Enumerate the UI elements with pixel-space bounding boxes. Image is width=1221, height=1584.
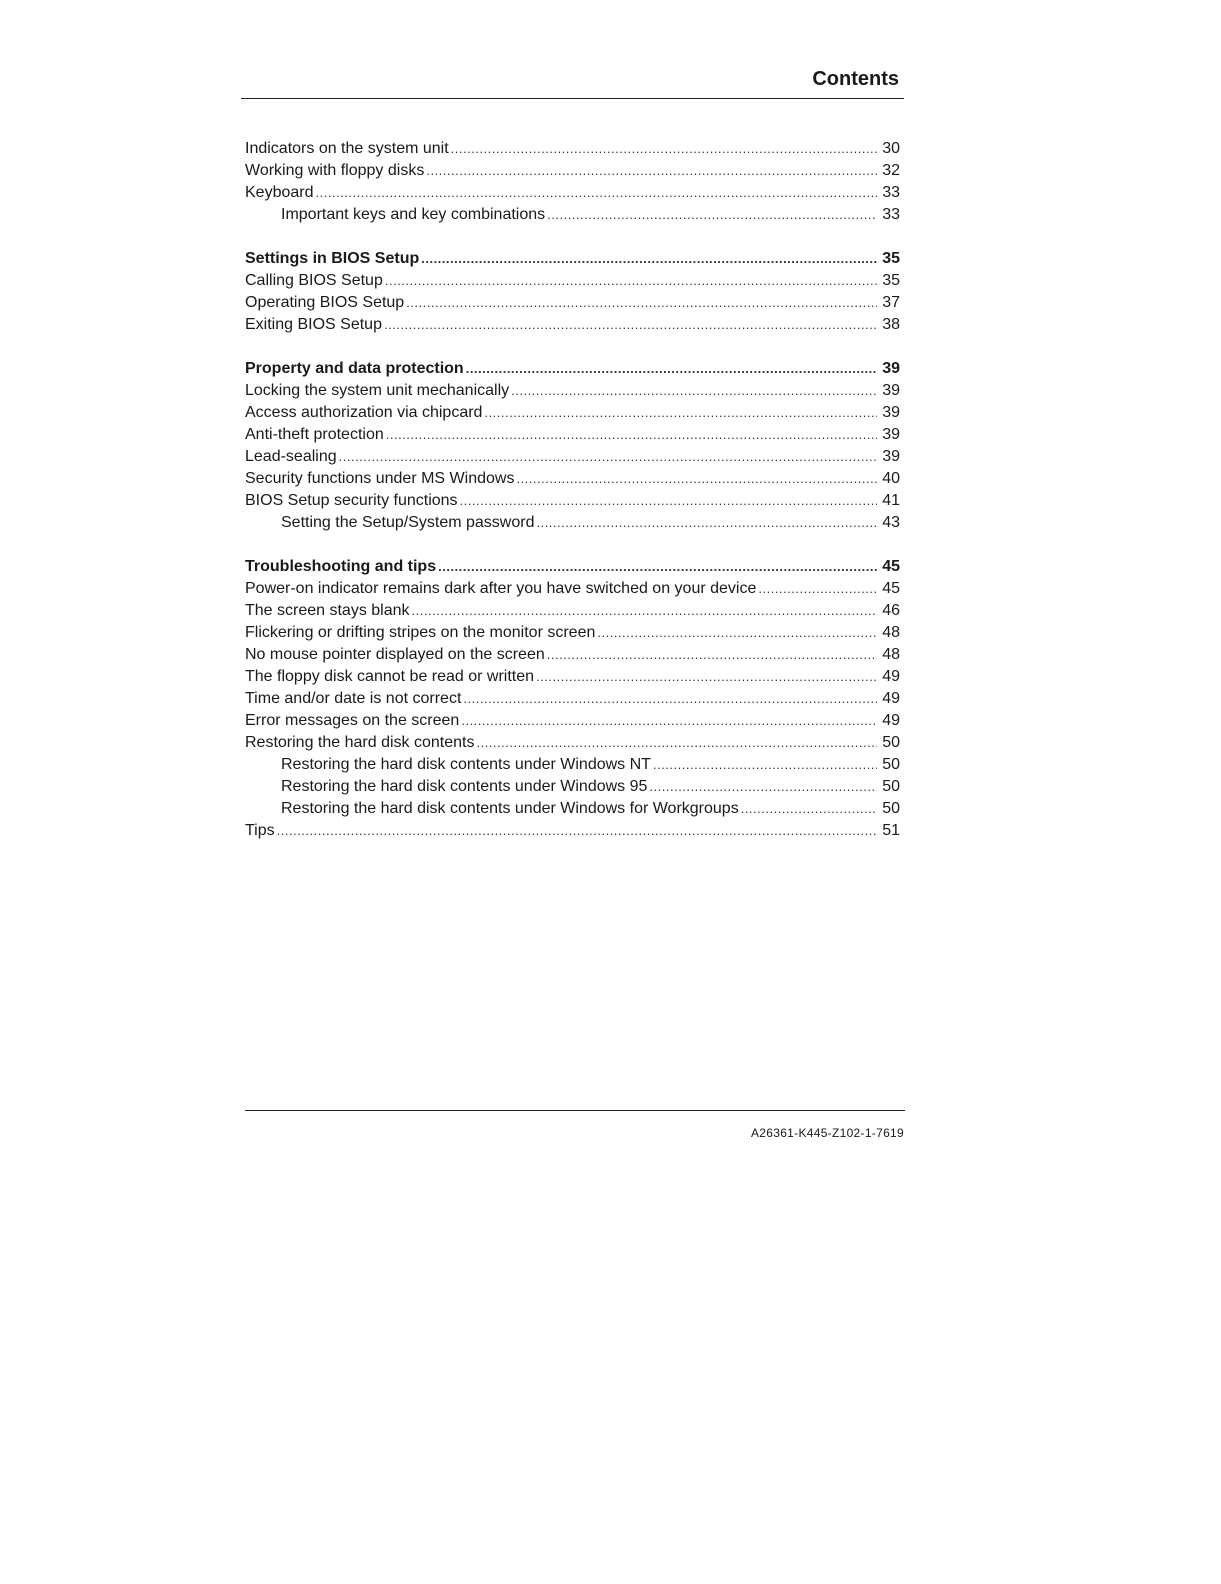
dot-leader — [547, 647, 877, 662]
toc-entry-page-number: 48 — [882, 646, 900, 663]
toc-entry-page-number: 38 — [882, 316, 900, 333]
toc-entry-label: Restoring the hard disk contents under Windows NT — [281, 756, 651, 773]
toc-entry[interactable] — [245, 140, 900, 162]
toc-entry-label: Settings in BIOS Setup — [245, 250, 420, 267]
toc-entry-page-number: 32 — [882, 162, 900, 179]
toc-entry-label: Lead-sealing — [245, 448, 337, 465]
toc-entry-page-number: 46 — [882, 602, 900, 619]
toc-entry[interactable] — [245, 382, 900, 404]
toc-entry-page-number: 45 — [882, 580, 900, 597]
dot-leader — [461, 713, 877, 728]
toc-entry-label: Error messages on the screen — [245, 712, 460, 729]
dot-leader — [451, 141, 877, 156]
section-gap — [245, 338, 900, 360]
toc-entry[interactable] — [245, 690, 900, 712]
toc-entry-page-number: 50 — [882, 778, 900, 795]
dot-leader — [386, 427, 877, 442]
toc-entry-label: Operating BIOS Setup — [245, 294, 405, 311]
dot-leader — [741, 801, 877, 816]
toc-entry-page-number: 39 — [882, 448, 900, 465]
dot-leader — [484, 405, 877, 420]
dot-leader — [511, 383, 877, 398]
toc-entry[interactable] — [245, 624, 900, 646]
toc-entry[interactable] — [245, 426, 900, 448]
toc-entry-label: The screen stays blank — [245, 602, 410, 619]
toc-entry-page-number: 50 — [882, 800, 900, 817]
toc-entry[interactable] — [245, 646, 900, 668]
dot-leader — [412, 603, 877, 618]
toc-entry-label: Access authorization via chipcard — [245, 404, 483, 421]
toc-entry-label: Restoring the hard disk contents under Windows for Workgroups — [281, 800, 739, 817]
toc-entry[interactable] — [245, 734, 900, 756]
toc-entry[interactable] — [245, 162, 900, 184]
toc-entry-label: Security functions under MS Windows — [245, 470, 515, 487]
toc-entry[interactable] — [245, 514, 900, 536]
toc-entry-page-number: 50 — [882, 734, 900, 751]
toc-entry[interactable] — [245, 756, 900, 778]
dot-leader — [426, 163, 877, 178]
toc-entry-page-number: 43 — [882, 514, 900, 531]
toc-entry[interactable] — [245, 404, 900, 426]
dot-leader — [316, 185, 878, 200]
toc-entry-label: No mouse pointer displayed on the screen — [245, 646, 545, 663]
dot-leader — [649, 779, 877, 794]
dot-leader — [385, 273, 877, 288]
toc-entry-label: Flickering or drifting stripes on the monitor screen — [245, 624, 596, 641]
toc-entry-page-number: 49 — [882, 668, 900, 685]
toc-entry[interactable] — [245, 470, 900, 492]
toc-entry[interactable] — [245, 778, 900, 800]
toc-entry-label: The floppy disk cannot be read or written — [245, 668, 535, 685]
dot-leader — [339, 449, 877, 464]
toc-entry-page-number: 33 — [882, 206, 900, 223]
toc-entry-page-number: 45 — [882, 558, 900, 575]
toc-entry-page-number: 49 — [882, 712, 900, 729]
footer-divider — [245, 1110, 905, 1111]
toc-entry[interactable] — [245, 800, 900, 822]
toc-entry-label: Locking the system unit mechanically — [245, 382, 510, 399]
toc-entry-page-number: 35 — [882, 272, 900, 289]
section-gap — [245, 536, 900, 558]
toc-entry-page-number: 41 — [882, 492, 900, 509]
dot-leader — [466, 361, 877, 376]
dot-leader — [463, 691, 877, 706]
toc-entry-page-number: 39 — [882, 404, 900, 421]
toc-entry[interactable] — [245, 712, 900, 734]
dot-leader — [438, 559, 877, 574]
toc-entry[interactable] — [245, 316, 900, 338]
dot-leader — [547, 207, 877, 222]
dot-leader — [476, 735, 877, 750]
dot-leader — [460, 493, 877, 508]
toc-entry[interactable] — [245, 272, 900, 294]
toc-entry-page-number: 39 — [882, 426, 900, 443]
toc-entry[interactable] — [245, 448, 900, 470]
toc-entry-label: Property and data protection — [245, 360, 464, 377]
toc-entry-label: Indicators on the system unit — [245, 140, 449, 157]
toc-entry-label: Working with floppy disks — [245, 162, 425, 179]
toc-entry-page-number: 39 — [882, 360, 900, 377]
toc-entry-page-number: 40 — [882, 470, 900, 487]
toc-entry-label: Time and/or date is not correct — [245, 690, 462, 707]
toc-entry-label: Anti-theft protection — [245, 426, 384, 443]
toc-entry[interactable] — [245, 184, 900, 206]
toc-entry-page-number: 51 — [882, 822, 900, 839]
dot-leader — [536, 669, 877, 684]
toc-entry-label: Restoring the hard disk contents — [245, 734, 475, 751]
toc-entry-page-number: 35 — [882, 250, 900, 267]
dot-leader — [384, 317, 877, 332]
toc-entry-page-number: 49 — [882, 690, 900, 707]
toc-entry[interactable] — [245, 206, 900, 228]
toc-entry[interactable] — [245, 294, 900, 316]
dot-leader — [516, 471, 877, 486]
toc-entry-page-number: 37 — [882, 294, 900, 311]
toc-entry-label: Restoring the hard disk contents under Windows 95 — [281, 778, 648, 795]
toc-entry[interactable] — [245, 668, 900, 690]
toc-entry-label: Tips — [245, 822, 275, 839]
section-gap — [245, 228, 900, 250]
dot-leader — [758, 581, 877, 596]
toc-entry-page-number: 48 — [882, 624, 900, 641]
toc-entry-label: Keyboard — [245, 184, 314, 201]
dot-leader — [421, 251, 877, 266]
toc-entry-label: Power-on indicator remains dark after you have switched on your device — [245, 580, 757, 597]
dot-leader — [277, 823, 877, 838]
toc-entry-label: BIOS Setup security functions — [245, 492, 458, 509]
toc-chapter-entry[interactable] — [245, 558, 900, 580]
toc-entry-page-number: 50 — [882, 756, 900, 773]
toc-entry-label: Calling BIOS Setup — [245, 272, 383, 289]
toc-entry-page-number: 33 — [882, 184, 900, 201]
toc-entry[interactable] — [245, 492, 900, 514]
dot-leader — [653, 757, 877, 772]
toc-entry-label: Important keys and key combinations — [281, 206, 546, 223]
page-title: Contents — [812, 68, 899, 90]
dot-leader — [536, 515, 877, 530]
toc-entry-page-number: 30 — [882, 140, 900, 157]
table-of-contents — [245, 140, 900, 844]
document-code: A26361-K445-Z102-1-7619 — [750, 1126, 904, 1140]
dot-leader — [597, 625, 877, 640]
toc-entry[interactable] — [245, 602, 900, 624]
toc-entry-page-number: 39 — [882, 382, 900, 399]
toc-entry-label: Troubleshooting and tips — [245, 558, 437, 575]
toc-entry-label: Exiting BIOS Setup — [245, 316, 382, 333]
toc-entry[interactable] — [245, 822, 900, 844]
toc-chapter-entry[interactable] — [245, 360, 900, 382]
toc-chapter-entry[interactable] — [245, 250, 900, 272]
header-divider — [241, 98, 904, 99]
toc-entry-label: Setting the Setup/System password — [281, 514, 535, 531]
toc-entry[interactable] — [245, 580, 900, 602]
dot-leader — [406, 295, 877, 310]
